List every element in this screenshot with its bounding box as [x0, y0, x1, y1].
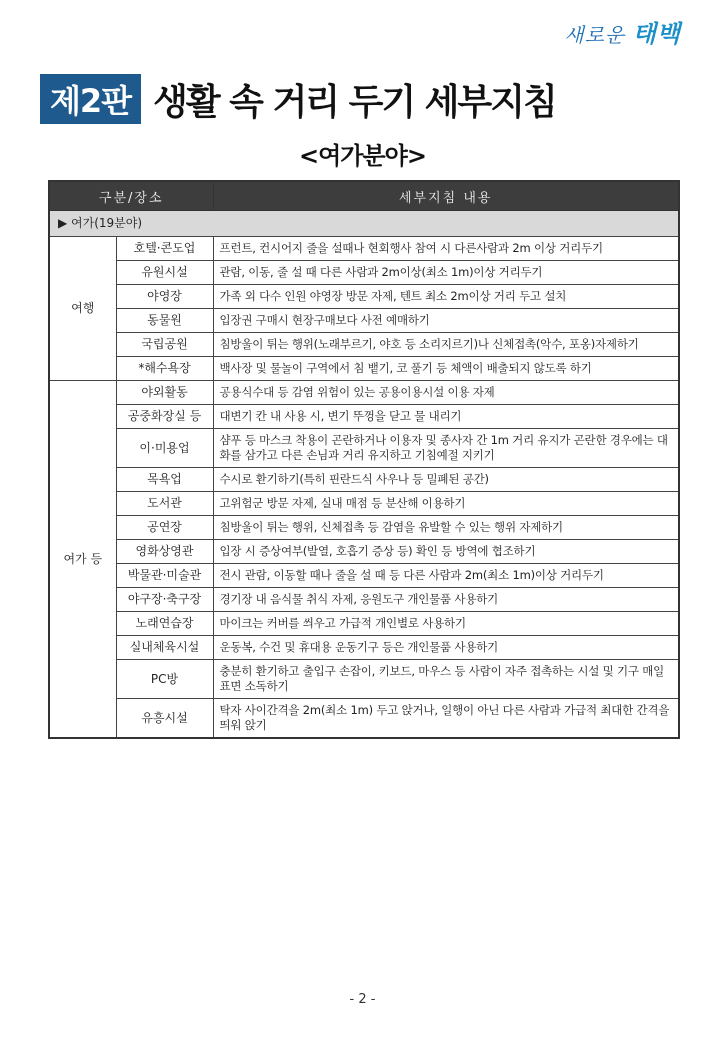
table-row — [49, 468, 679, 492]
place-cell: 야구장·축구장 — [116, 588, 213, 612]
guideline-table — [48, 180, 680, 739]
column-header-detail: 세부지침 내용 — [213, 181, 679, 211]
city-logo — [564, 14, 681, 49]
table-row — [49, 285, 679, 309]
table-row — [49, 699, 679, 739]
place-cell: 호텔·콘도업 — [116, 237, 213, 261]
place-cell: 도서관 — [116, 492, 213, 516]
place-cell: 공연장 — [116, 516, 213, 540]
place-cell: 야영장 — [116, 285, 213, 309]
place-cell: 노래연습장 — [116, 612, 213, 636]
table-row — [49, 564, 679, 588]
table-header-row — [49, 181, 679, 211]
detail-cell: 탁자 사이간격을 2m(최소 1m) 두고 앉거나, 일행이 아닌 다른 사람과 가급적 최대한 간격을 띄워 앉기 — [213, 699, 679, 739]
place-cell: 영화상영관 — [116, 540, 213, 564]
place-cell: 국립공원 — [116, 333, 213, 357]
detail-cell: 마이크는 커버를 씌우고 가급적 개인별로 사용하기 — [213, 612, 679, 636]
page-number: - 2 - — [349, 992, 376, 1007]
logo-text-first: 새로운 — [564, 23, 626, 47]
table-row — [49, 540, 679, 564]
detail-cell: 입장 시 증상여부(발열, 호흡기 증상 등) 확인 등 방역에 협조하기 — [213, 540, 679, 564]
place-cell: 공중화장실 등 — [116, 405, 213, 429]
section-row — [49, 211, 679, 237]
logo-text-second: 태백 — [632, 19, 681, 48]
place-cell: 유흥시설 — [116, 699, 213, 739]
detail-cell: 프런트, 컨시어지 줄을 설때나 현회행사 참여 시 다른사람과 2m 이상 거리두기 — [213, 237, 679, 261]
detail-cell: 관람, 이동, 줄 설 때 다른 사람과 2m이상(최소 1m)이상 거리두기 — [213, 261, 679, 285]
group-label: 여행 — [49, 237, 116, 381]
table-body — [49, 211, 679, 739]
detail-cell: 공용식수대 등 감염 위험이 있는 공용이용시설 이용 자제 — [213, 381, 679, 405]
place-cell: 목욕업 — [116, 468, 213, 492]
title-row — [40, 72, 556, 126]
detail-cell: 수시로 환기하기(특히 핀란드식 사우나 등 밀폐된 공간) — [213, 468, 679, 492]
place-cell: *해수욕장 — [116, 357, 213, 381]
detail-cell: 샴푸 등 마스크 착용이 곤란하거나 이용자 및 종사자 간 1m 거리 유지가 곤란한 경우에는 대화를 삼가고 다른 손님과 거리 유지하고 기침예절 지키기 — [213, 429, 679, 468]
detail-cell: 충분히 환기하고 출입구 손잡이, 키보드, 마우스 등 사람이 자주 접촉하는 시설 및 기구 매일 표면 소독하기 — [213, 660, 679, 699]
table-row — [49, 405, 679, 429]
detail-cell: 침방울이 튀는 행위, 신체접촉 등 감염을 유발할 수 있는 행위 자제하기 — [213, 516, 679, 540]
place-cell: 동물원 — [116, 309, 213, 333]
detail-cell: 입장권 구매시 현장구매보다 사전 예매하기 — [213, 309, 679, 333]
table-row — [49, 237, 679, 261]
table-row — [49, 429, 679, 468]
page-title: 생활 속 거리 두기 세부지침 — [153, 81, 556, 123]
table-row — [49, 309, 679, 333]
table-row — [49, 588, 679, 612]
detail-cell: 대변기 칸 내 사용 시, 변기 뚜껑을 닫고 물 내리기 — [213, 405, 679, 429]
column-header-category: 구분/장소 — [49, 181, 213, 211]
table-row — [49, 516, 679, 540]
detail-cell: 고위험군 방문 자제, 실내 매점 등 분산해 이용하기 — [213, 492, 679, 516]
page-subtitle: <여가분야> — [299, 142, 426, 170]
table-row — [49, 333, 679, 357]
place-cell: 야외활동 — [116, 381, 213, 405]
detail-cell: 가족 외 다수 인원 야영장 방문 자제, 텐트 최소 2m이상 거리 두고 설치 — [213, 285, 679, 309]
edition-badge: 제2판 — [40, 74, 141, 124]
detail-cell: 운동복, 수건 및 휴대용 운동기구 등은 개인물품 사용하기 — [213, 636, 679, 660]
place-cell: 이·미용업 — [116, 429, 213, 468]
table-row — [49, 381, 679, 405]
table-row — [49, 492, 679, 516]
place-cell: 유원시설 — [116, 261, 213, 285]
section-label: ▶ 여가(19분야) — [49, 211, 679, 237]
table-row — [49, 660, 679, 699]
table-row — [49, 261, 679, 285]
table-row — [49, 612, 679, 636]
table-row — [49, 357, 679, 381]
group-label: 여가 등 — [49, 381, 116, 739]
place-cell: 실내체육시설 — [116, 636, 213, 660]
place-cell: 박물관·미술관 — [116, 564, 213, 588]
detail-cell: 침방울이 튀는 행위(노래부르기, 야호 등 소리지르기)나 신체접촉(악수, 포옹)자제하기 — [213, 333, 679, 357]
place-cell: PC방 — [116, 660, 213, 699]
table-row — [49, 636, 679, 660]
detail-cell: 전시 관람, 이동할 때나 줄을 설 때 등 다른 사람과 2m(최소 1m)이상 거리두기 — [213, 564, 679, 588]
detail-cell: 백사장 및 물놀이 구역에서 침 뱉기, 코 풀기 등 체액이 배출되지 않도록 하기 — [213, 357, 679, 381]
detail-cell: 경기장 내 음식물 취식 자제, 응원도구 개인물품 사용하기 — [213, 588, 679, 612]
